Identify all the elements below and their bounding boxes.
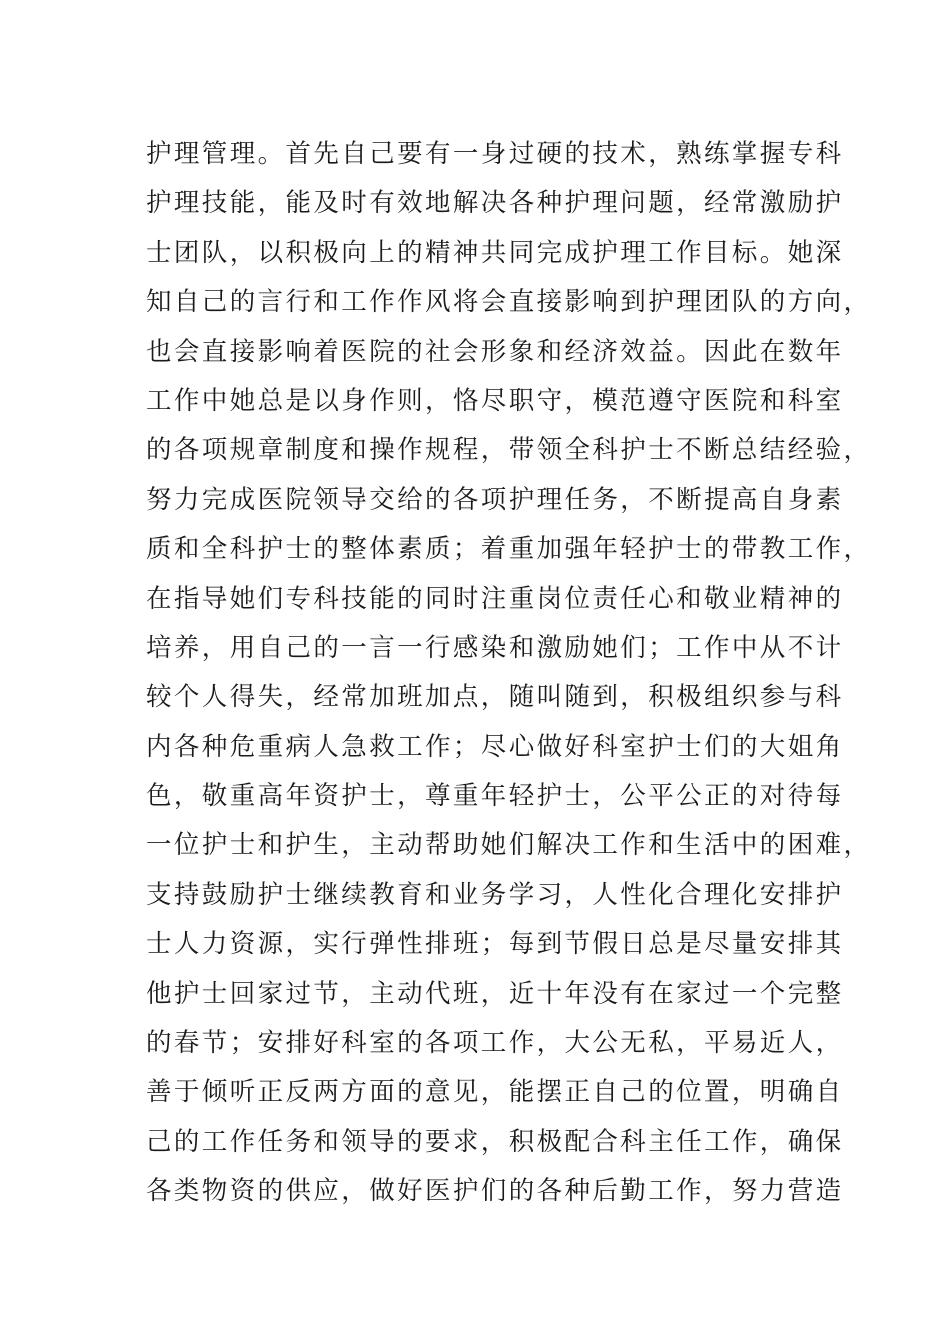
text-line: 的春节；安排好科室的各项工作，大公无私，平易近人， [146,1028,844,1059]
text-line: 护理管理。首先自己要有一身过硬的技术，熟练掌握专科 [146,139,844,169]
text-line: 士人力资源，实行弹性排班；每到节假日总是尽量安排其 [146,929,844,960]
text-line: 在指导她们专科技能的同时注重岗位责任心和敬业精神的 [146,583,844,614]
text-line: 的各项规章制度和操作规程，带领全科护士不断总结经验， [146,435,872,466]
text-line: 色，敬重高年资护士，尊重年轻护士，公平公正的对待每 [146,781,844,812]
text-line: 内各种危重病人急救工作；尽心做好科室护士们的大姐角 [146,731,844,762]
text-line: 努力完成医院领导交给的各项护理任务，不断提高自身素 [146,484,844,515]
text-line: 培养，用自己的一言一行感染和激励她们；工作中从不计 [146,632,844,663]
text-line: 也会直接影响着医院的社会形象和经济效益。因此在数年 [146,336,844,367]
text-line: 一位护士和护生，主动帮助她们解决工作和生活中的困难， [146,830,872,861]
text-line: 各类物资的供应，做好医护们的各种后勤工作，努力营造 [146,1176,844,1207]
text-line: 质和全科护士的整体素质；着重加强年轻护士的带教工作， [146,534,872,565]
text-line: 己的工作任务和领导的要求，积极配合科主任工作，确保 [146,1126,844,1157]
text-line: 善于倾听正反两方面的意见，能摆正自己的位置，明确自 [146,1077,844,1108]
text-line: 支持鼓励护士继续教育和业务学习，人性化合理化安排护 [146,879,844,910]
text-line: 士团队，以积极向上的精神共同完成护理工作目标。她深 [146,237,844,268]
text-line: 护理技能，能及时有效地解决各种护理问题，经常激励护 [146,188,844,219]
text-line: 工作中她总是以身作则，恪尽职守，模范遵守医院和科室 [146,385,844,416]
text-line: 知自己的言行和工作作风将会直接影响到护理团队的方向， [146,287,872,318]
text-line: 他护士回家过节，主动代班，近十年没有在家过一个完整 [146,978,844,1009]
text-line: 较个人得失，经常加班加点，随叫随到，积极组织参与科 [146,682,844,713]
body-paragraph [146,130,872,1217]
